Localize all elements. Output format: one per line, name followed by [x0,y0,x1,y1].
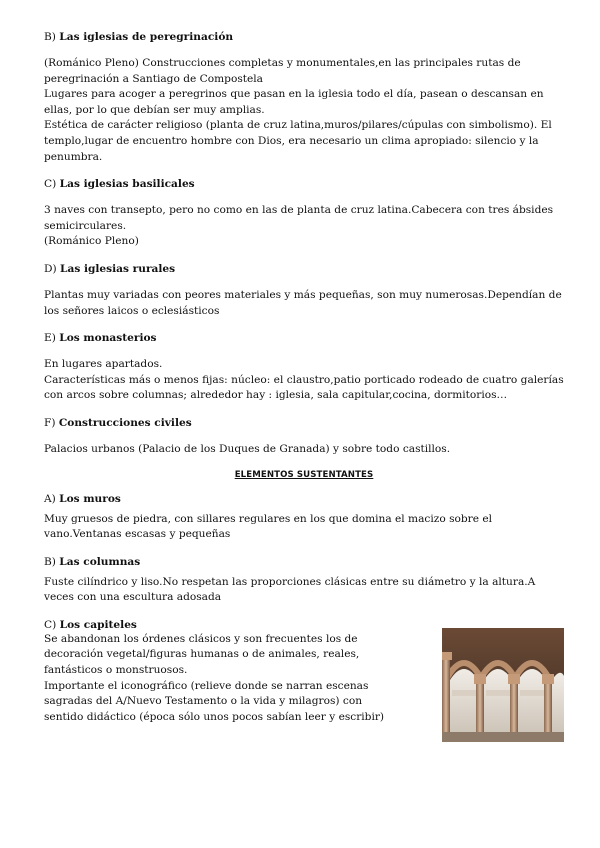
elemento-heading-b [44,555,564,569]
section-letter: F) [44,416,56,429]
section-title: Los monasterios [59,332,157,345]
section-title: Las columnas [59,555,141,568]
section-title: Los muros [59,492,121,505]
section-paragraph: Plantas muy variadas con peores materiales y más pequeñas, son muy numerosas.Dependían de los señores laicos o eclesiásticos [44,288,562,317]
section-letter: C) [44,178,57,191]
cloister-columns-photo [442,628,564,742]
section-heading-d [44,262,564,276]
section-letter: C) [44,618,57,631]
capiteles-row [44,618,564,742]
section-paragraph: Características más o menos fijas: núcleo: el claustro,patio porticado rodeado de cuatro galerías con arcos sobre columnas; alrededor hay : iglesia, sala capitular,cocina, dormitorios… [44,373,564,402]
document-page [44,30,564,742]
section-title: Las iglesias basilicales [59,178,195,191]
section-paragraph: Importante el iconográfico (relieve donde se narran escenas sagradas del A/Nuevo Testamento o la vida y milagros) con sentido didáctico (época sólo unos pocos sabían leer y escribir) [44,679,385,723]
section-paragraph: Palacios urbanos (Palacio de los Duques de Granada) y sobre todo castillos. [44,442,451,455]
section-paragraph: En lugares apartados. [44,358,163,371]
section-heading-c [44,177,564,191]
elemento-heading-c [44,618,404,632]
section-paragraph: Muy gruesos de piedra, con sillares regulares en los que domina el macizo sobre el vano.Ventanas escasas y pequeñas [44,512,493,541]
section-heading-f [44,416,564,430]
elemento-heading-a [44,492,564,506]
section-paragraph: 3 naves con transepto, pero no como en las de planta de cruz latina.Cabecera con tres ábsides semicirculares. [44,204,554,232]
section-letter: A) [44,492,56,505]
section-heading-b [44,30,564,44]
section-paragraph: (Románico Pleno) [44,235,139,248]
section-paragraph: Lugares para acoger a peregrinos que pasan en la iglesia todo el día, pasean o descansan en ellas, por lo que debían ser muy amplias. [44,88,544,116]
section-paragraph: (Románico Pleno) Construcciones completas y monumentales,en las principales rutas de peregrinación a Santiago de Compostela [44,57,521,85]
section-letter: E) [44,332,56,345]
section-heading-e [44,331,564,345]
section-paragraph: Se abandonan los órdenes clásicos y son frecuentes los de decoración vegetal/figuras humanas o de animales, reales, fantásticos o monstruosos. [44,632,360,677]
elementos-title: ELEMENTOS SUSTENTANTES [234,469,374,480]
section-paragraph: Fuste cilíndrico y liso.No respetan las proporciones clásicas entre su diámetro y la altura.A veces con una escultura adosada [44,575,536,604]
cloister-image-svg [442,628,564,742]
section-title: Las iglesias de peregrinación [59,31,234,43]
section-letter: D) [44,262,57,275]
section-title: Construcciones civiles [58,416,192,429]
section-title: Las iglesias rurales [60,262,176,275]
section-letter: B) [44,555,56,568]
section-title: Los capiteles [59,618,137,631]
section-paragraph: Estética de carácter religioso (planta de cruz latina,muros/pilares/cúpulas con simbolismo). El templo,lugar de encuentro hombre con Dios, era necesario un clima apropiado: silencio y la penumbra. [44,119,552,163]
capiteles-text [44,618,404,742]
section-letter: B) [44,31,56,43]
